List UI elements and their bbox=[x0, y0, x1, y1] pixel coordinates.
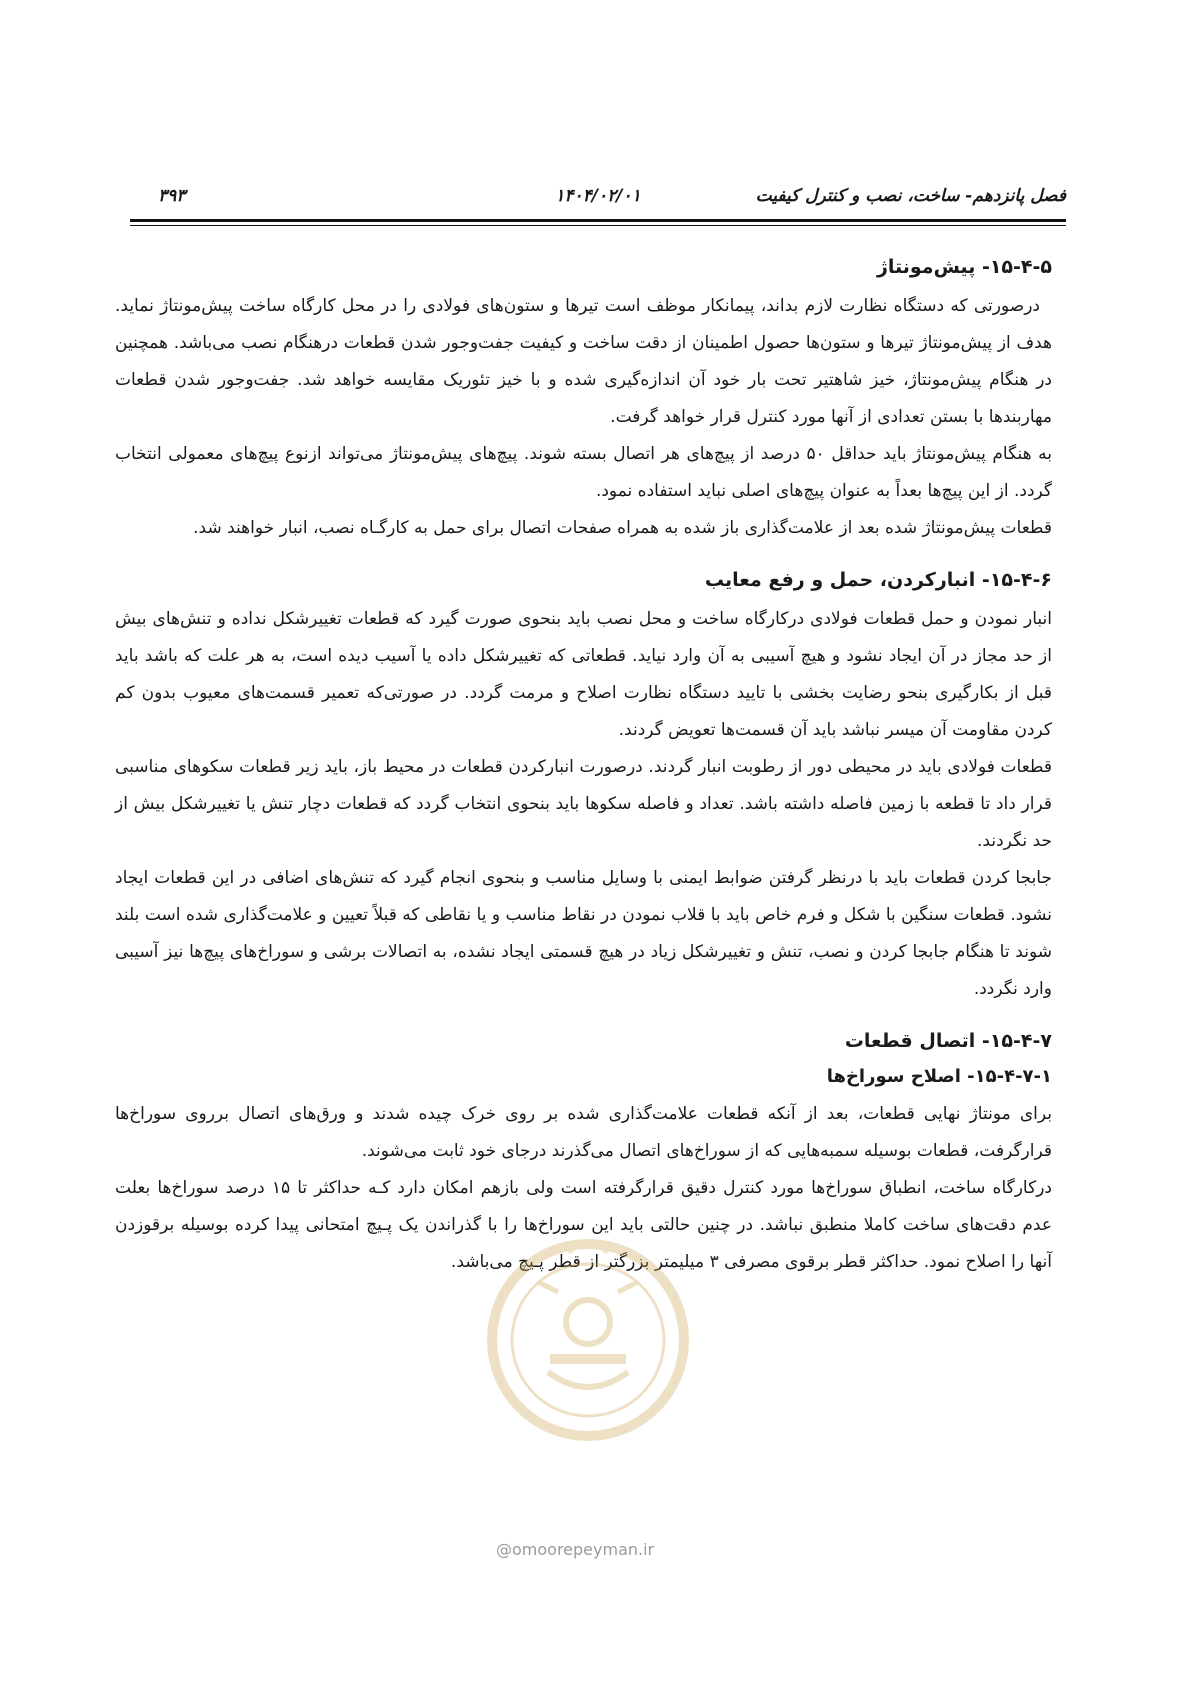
paragraph: برای مونتاژ نهایی قطعات، بعد از آنکه قطعات علامت‌گذاری شده بر روی خرک چیده شدند و ورق‌های اتصال برروی سوراخ‌ها قرارگرفت، قطعات بوسیله سمبه‌هایی که از سوراخ‌های اتصال می‌گذرند درجای خود ثابت می‌شوند. bbox=[115, 1104, 1052, 1161]
paragraph: قطعات پیش‌مونتاژ شده بعد از علامت‌گذاری باز شده به همراه صفحات اتصال برای حمل به کارگـاه نصب، انبار خواهند شد. bbox=[193, 518, 1052, 538]
paragraph: جابجا کردن قطعات باید با درنظر گرفتن ضوابط ایمنی با وسایل مناسب و بنحوی انجام گیرد که تنش‌های اضافی در این قطعات ایجاد نشود. قطعات سنگین با شکل و فرم خاص باید با قلاب نمودن در نقاط مناسب و یا نقاطی که قبلاً تعیین و علامت‌گذاری شده است بلند شوند تا هنگام جابجا کردن و نصب، تنش و تغییرشکل زیاد در هیچ قسمتی ایجاد نشده، به اتصالات برشی و سوراخ‌های پیچ‌ها نیز آسیبی وارد نگردد. bbox=[115, 868, 1052, 999]
seal-logo-icon bbox=[478, 1222, 698, 1458]
section-heading-connection: ۱۵-۴-۷- اتصال قطعات bbox=[844, 1030, 1052, 1052]
page-header bbox=[130, 186, 1066, 216]
paragraph: انبار نمودن و حمل قطعات فولادی درکارگاه ساخت و محل نصب باید بنحوی صورت گیرد که قطعات تغییرشکل نداده و تنش‌های بیش از حد مجاز در آن ایجاد نشود و هیچ آسیبی به آن وارد نیاید. قطعاتی که تغییرشکل داده یا آسیب دیده است، به هر علت که باشد باید قبل از بکارگیری بنحو رضایت بخشی با تایید دستگاه نظارت اصلاح و مرمت گردد. در صورتی‌که تعمیر قسمت‌های معیوب بدون کم کردن مقاومت آن میسر نباشد باید آن قسمت‌ها تعویض گردند. bbox=[115, 609, 1052, 740]
page-number: ۳۹۳ bbox=[158, 186, 186, 206]
header-rule-thin bbox=[130, 225, 1066, 226]
header-rule-thick bbox=[130, 219, 1066, 222]
header-date: ۱۴۰۴/۰۲/۰۱ bbox=[555, 186, 641, 206]
section-heading-preassembly: ۱۵-۴-۵- پیش‌مونتاژ bbox=[876, 256, 1052, 278]
chapter-title: فصل پانزدهم- ساخت، نصب و کنترل کیفیت bbox=[755, 186, 1066, 206]
paragraph: به هنگام پیش‌مونتاژ باید حداقل ۵۰ درصد از پیچ‌های هر اتصال بسته شوند. پیچ‌های پیش‌مونتاژ می‌تواند ازنوع پیچ‌های معمولی انتخاب گردد. از این پیچ‌ها بعداً به عنوان پیچ‌های اصلی نباید استفاده نمود. bbox=[115, 444, 1052, 501]
page-body bbox=[115, 252, 1052, 1281]
subsection-heading-hole-correction: ۱۵-۴-۷-۱- اصلاح سوراخ‌ها bbox=[826, 1066, 1052, 1087]
paragraph: قطعات فولادی باید در محیطی دور از رطوبت انبار گردند. درصورت انبارکردن قطعات در محیط باز، باید زیر قطعات سکوهای مناسبی قرار داد تا قطعه با زمین فاصله داشته باشد. تعداد و فاصله سکوها باید بنحوی انتخاب گردد که قطعات دچار تنش یا تغییرشکل بیش از حد نگردند. bbox=[115, 757, 1052, 851]
paragraph: درصورتی که دستگاه نظارت لازم بداند، پیمانکار موظف است تیرها و ستون‌های فولادی را در محل کارگاه ساخت پیش‌مونتاژ نماید. هدف از پیش‌مونتاژ تیرها و ستون‌ها حصول اطمینان از دقت ساخت و کیفیت جفت‌وجور شدن قطعات درهنگام نصب می‌باشد. همچنین در هنگام پیش‌مونتاژ، خیز شاهتیر تحت بار خود آن اندازه‌گیری شده و با خیز تئوریک مقایسه خواهد شد. جفت‌وجور شدن قطعات مهاربندها با بستن تعدادی از آنها مورد کنترل قرار خواهد گرفت. bbox=[115, 296, 1052, 427]
watermark-url: @omoorepeyman.ir bbox=[496, 1540, 655, 1559]
paragraph: درکارگاه ساخت، انطباق سوراخ‌ها مورد کنترل دقیق قرارگرفته است ولی بازهم امکان دارد کـه حداکثر تا ۱۵ درصد سوراخ‌ها بعلت عدم دقت‌های ساخت کاملا منطبق نباشد. در چنین حالتی باید این سوراخ‌ها را با گذراندن یک پـیچ امتحانی پیدا کرده بوسیله برقوزدن آنها را اصلاح نمود. حداکثر قطر برقوی مصرفی ۳ میلیمتر بزرگتر از قطر پـیچ می‌باشد. bbox=[115, 1178, 1052, 1272]
section-heading-storage: ۱۵-۴-۶- انبارکردن، حمل و رفع معایب bbox=[704, 569, 1052, 591]
